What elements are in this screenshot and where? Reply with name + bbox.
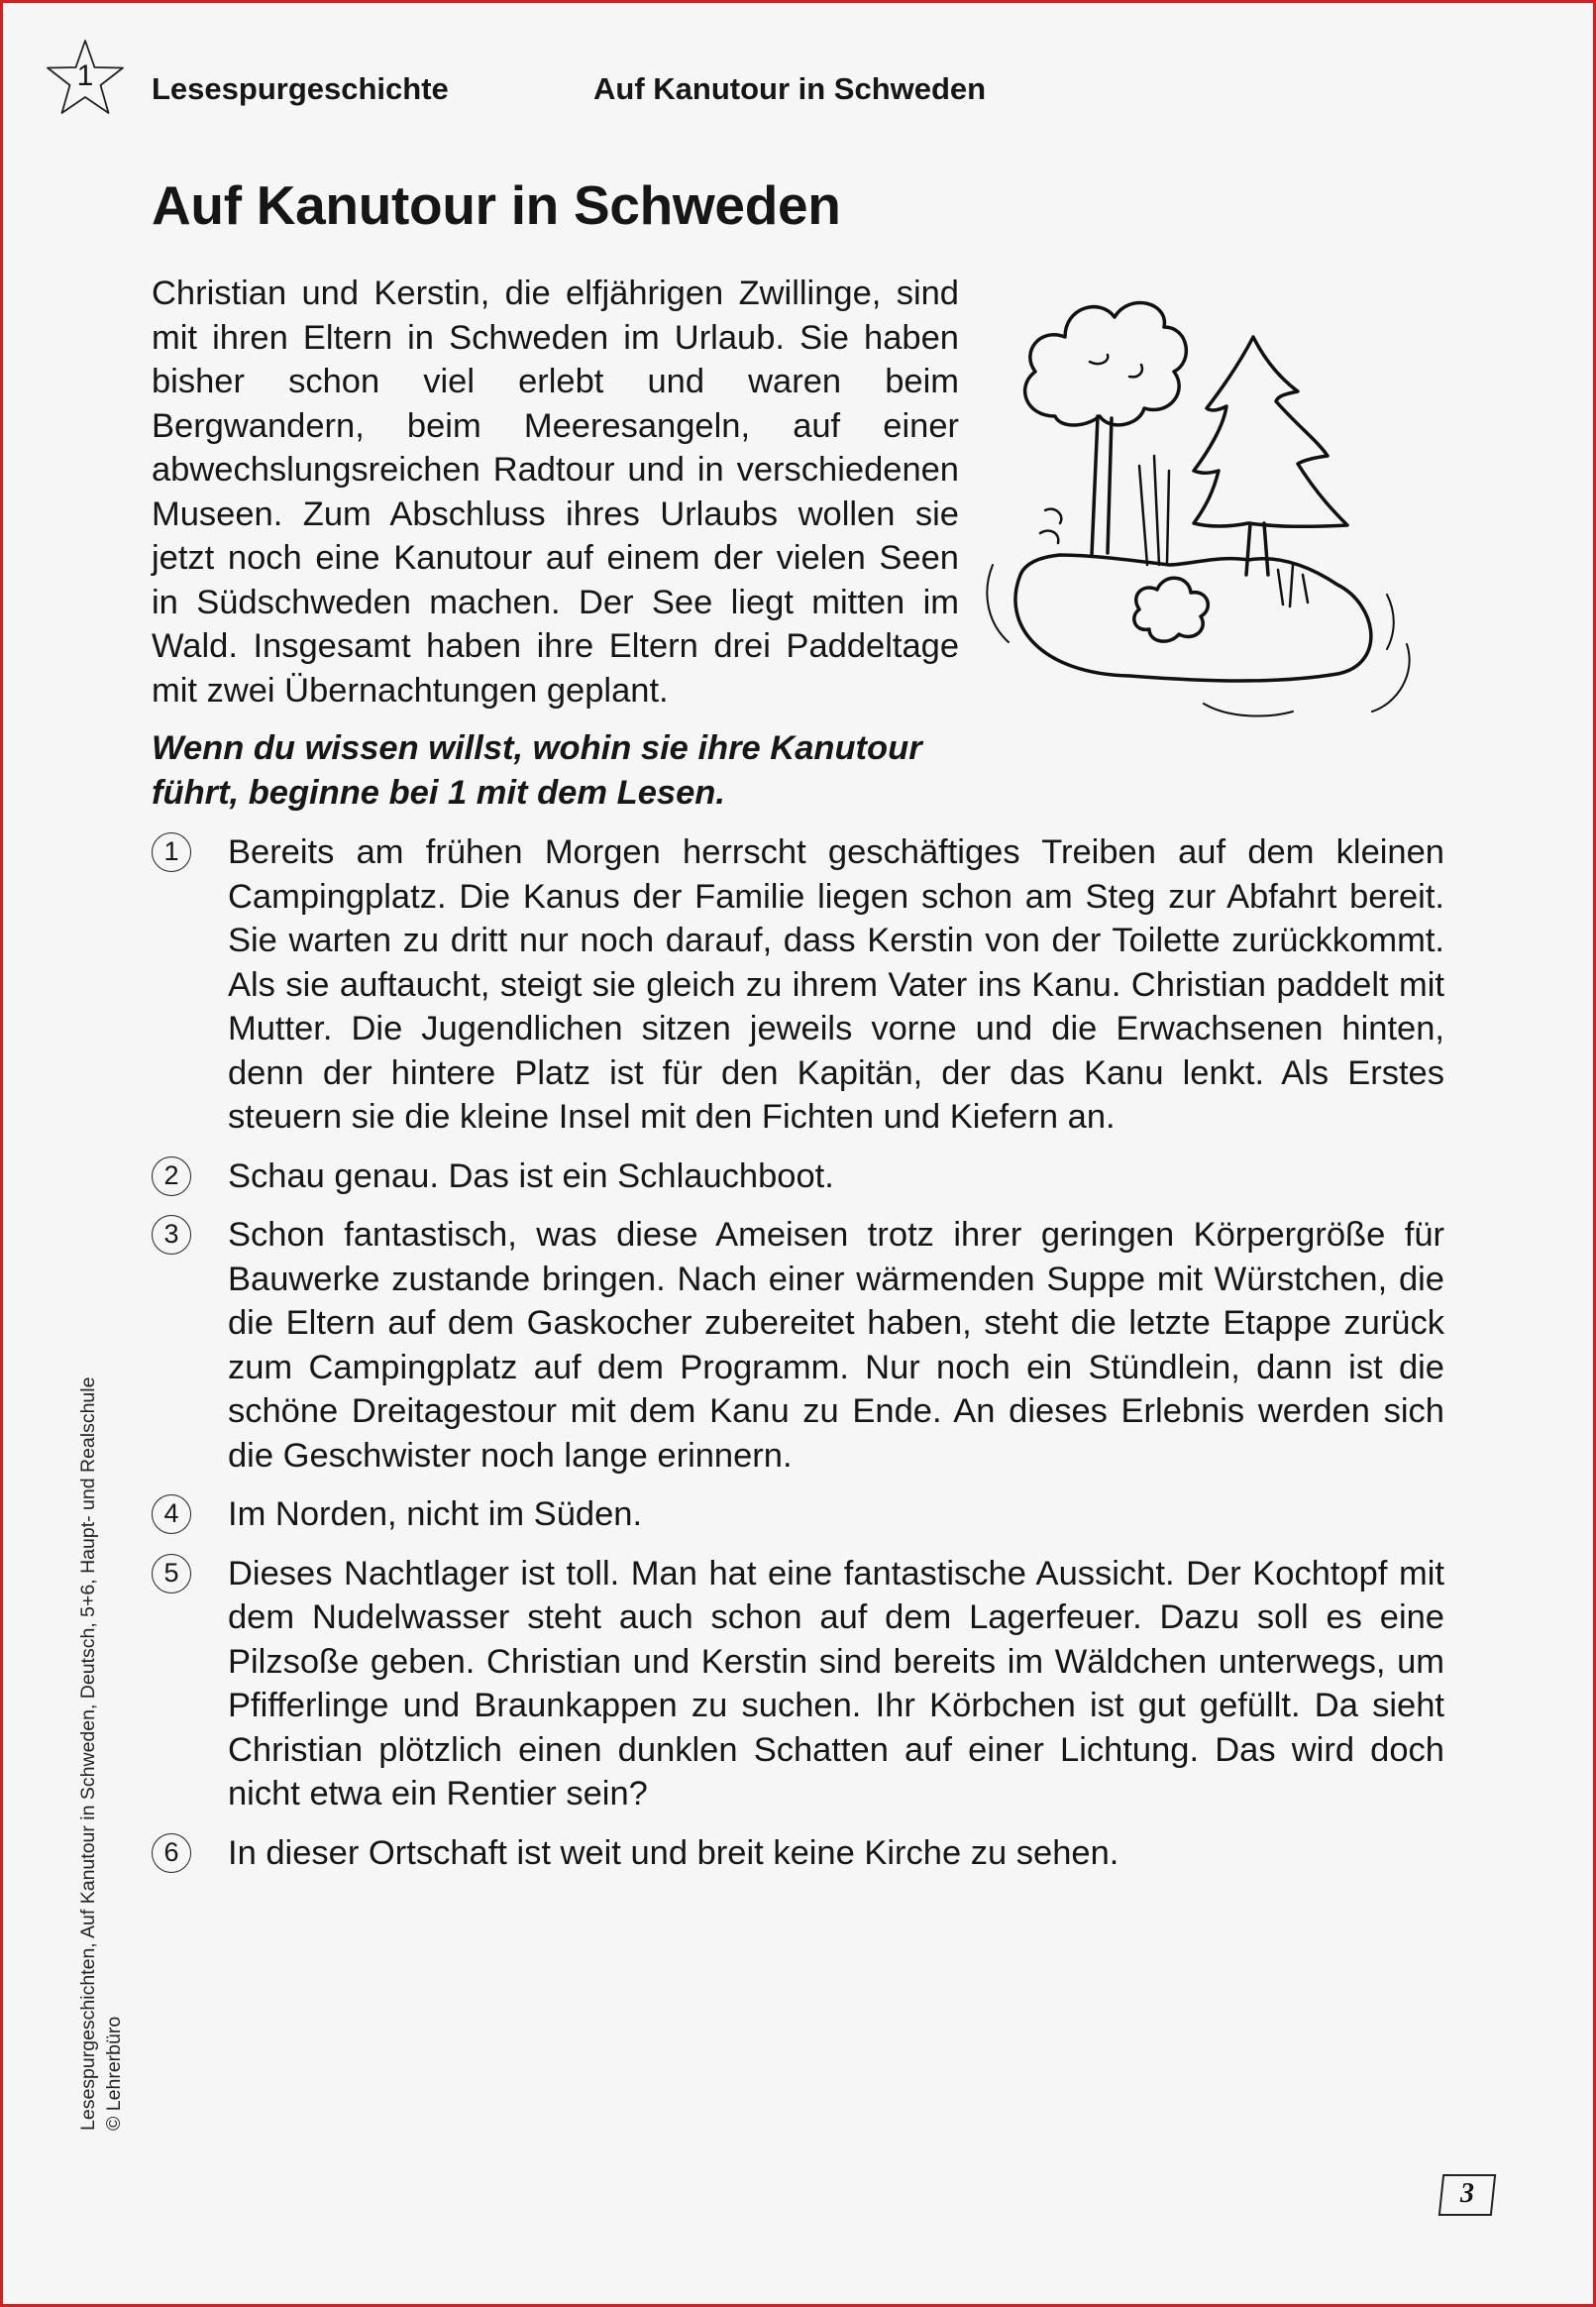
list-item <box>152 830 1444 1140</box>
list-item <box>152 1492 1444 1537</box>
reading-trail-list <box>152 830 1444 1890</box>
item-text: In dieser Ortschaft ist weit und breit keine Kirche zu sehen. <box>228 1833 1119 1872</box>
page-title: Auf Kanutour in Schweden <box>152 174 841 236</box>
item-number-badge: 5 <box>152 1554 191 1593</box>
item-number-badge: 6 <box>152 1833 191 1873</box>
intro-paragraph: Christian und Kerstin, die elfjährigen Zwillinge, sind mit ihren Eltern in Schweden im Urlaub. Sie haben bisher schon viel erlebt und waren beim Bergwandern, beim Meeresangeln, auf einer abwechslungsreichen Radtour und in verschiedenen Museen. Zum Abschluss ihres Urlaubs wollen sie jetzt noch eine Kanutour auf einem der vielen Seen in Südschweden machen. Der See liegt mitten im Wald. Insgesamt haben ihre Eltern drei Paddeltage mit zwei Übernachtungen geplant. <box>152 275 959 710</box>
item-number-badge: 2 <box>152 1156 191 1196</box>
list-item <box>152 1154 1444 1199</box>
header-series: Lesespurgeschichte <box>152 71 449 106</box>
list-item <box>152 1552 1444 1816</box>
item-text: Im Norden, nicht im Süden. <box>228 1495 643 1533</box>
side-note-copyright: © Lehrerbüro <box>103 2016 125 2131</box>
page-number: 3 <box>1460 2178 1474 2209</box>
item-text: Schau genau. Das ist ein Schlauchboot. <box>228 1156 834 1195</box>
item-number-badge: 1 <box>152 832 191 872</box>
item-text: Schon fantastisch, was diese Ameisen trotz ihrer geringen Körpergröße für Bauwerke zustande bringen. Nach einer wärmenden Suppe mit Würstchen, die die Eltern auf dem Gaskocher zubereitet haben, steht die letzte Etappe zurück zum Campingplatz auf dem Programm. Nur noch ein Stündlein, dann ist die schöne Dreitagestour mit dem Kanu zu Ende. An dieses Erlebnis werden sich die Geschwister noch lange erinnern. <box>228 1216 1444 1475</box>
island-trees-illustration <box>981 268 1456 733</box>
instruction-text: Wenn du wissen willst, wohin sie ihre Kanutour führt, beginne bei 1 mit dem Lesen. <box>152 729 922 812</box>
lesson-number: 1 <box>76 59 94 92</box>
side-copyright-note <box>75 1377 127 2131</box>
item-text: Dieses Nachtlager ist toll. Man hat eine fantastische Aussicht. Der Kochtopf mit dem Nudelwasser steht auch schon auf dem Lagerfeuer. Dazu soll es eine Pilzsoße geben. Christian und Kerstin sind bereits im Wäldchen unterwegs, um Pfifferlinge und Braunkappen zu suchen. Ihr Körbchen ist gut gefüllt. Da sieht Christian plötzlich einen dunklen Schatten auf einer Lichtung. Das wird doch nicht etwa ein Rentier sein? <box>228 1554 1444 1813</box>
item-number-badge: 3 <box>152 1215 191 1255</box>
list-item <box>152 1831 1444 1876</box>
header-title: Auf Kanutour in Schweden <box>593 71 987 106</box>
item-text: Bereits am frühen Morgen herrscht geschäftiges Treiben auf dem kleinen Campingplatz. Die Kanus der Familie liegen schon am Steg zur Abfahrt bereit. Sie warten zu dritt nur noch darauf, dass Kerstin von der Toilette zurückkommt. Als sie auftaucht, steigt sie gleich zu ihrem Vater ins Kanu. Christian paddelt mit Mutter. Die Jugendlichen sitzen jeweils vorne und die Erwachsenen hinten, denn der hintere Platz ist für den Kapitän, der das Kanu lenkt. Als Erstes steuern sie die kleine Insel mit den Fichten und Kiefern an. <box>228 833 1444 1136</box>
side-note-source: Lesespurgeschichten, Auf Kanutour in Schweden, Deutsch, 5+6, Haupt- und Realschule <box>77 1376 99 2131</box>
list-item <box>152 1213 1444 1478</box>
item-number-badge: 4 <box>152 1494 191 1534</box>
